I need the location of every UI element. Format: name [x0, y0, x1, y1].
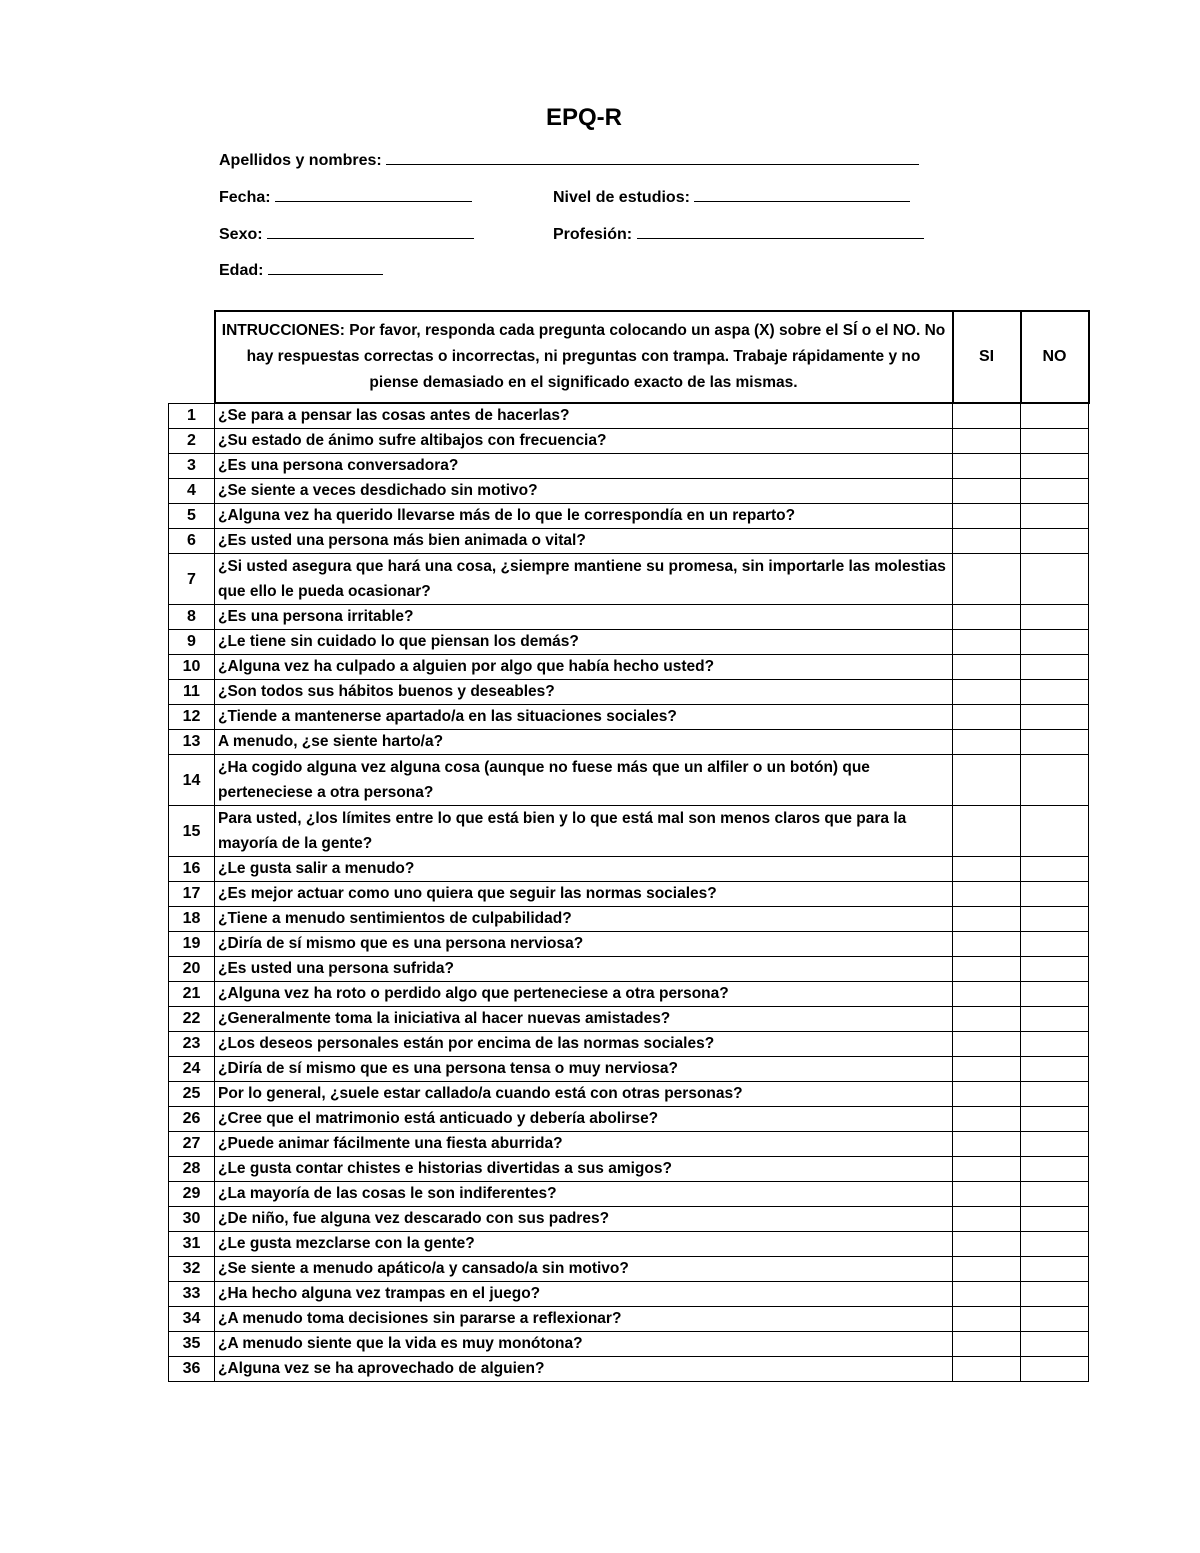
question-number: 1 [169, 403, 215, 429]
no-answer-cell[interactable] [1021, 605, 1089, 630]
question-number: 27 [169, 1132, 215, 1157]
yes-answer-cell[interactable] [953, 655, 1021, 680]
no-answer-cell[interactable] [1021, 1232, 1089, 1257]
question-text: ¿Se siente a veces desdichado sin motivo? [215, 479, 953, 504]
question-text: ¿Diría de sí mismo que es una persona tensa o muy nerviosa? [215, 1057, 953, 1082]
question-number: 14 [169, 755, 215, 806]
date-field[interactable] [219, 187, 472, 207]
question-text: ¿De niño, fue alguna vez descarado con sus padres? [215, 1207, 953, 1232]
yes-answer-cell[interactable] [953, 680, 1021, 705]
yes-answer-cell[interactable] [953, 705, 1021, 730]
yes-answer-cell[interactable] [953, 554, 1021, 605]
name-field[interactable] [219, 150, 919, 170]
question-text: ¿Se para a pensar las cosas antes de hacerlas? [215, 403, 953, 429]
question-text: ¿Tiende a mantenerse apartado/a en las situaciones sociales? [215, 705, 953, 730]
question-number: 33 [169, 1282, 215, 1307]
question-text: ¿Generalmente toma la iniciativa al hacer nuevas amistades? [215, 1007, 953, 1032]
question-row [169, 957, 1089, 982]
no-answer-cell[interactable] [1021, 554, 1089, 605]
question-row [169, 1282, 1089, 1307]
education-field[interactable] [553, 187, 910, 207]
yes-answer-cell[interactable] [953, 806, 1021, 857]
yes-answer-cell[interactable] [953, 932, 1021, 957]
question-number: 36 [169, 1357, 215, 1382]
yes-answer-cell[interactable] [953, 882, 1021, 907]
sex-label: Sexo: [219, 226, 263, 243]
yes-header: SI [953, 311, 1021, 403]
no-answer-cell[interactable] [1021, 755, 1089, 806]
no-answer-cell[interactable] [1021, 982, 1089, 1007]
question-text: ¿Es una persona conversadora? [215, 454, 953, 479]
question-row [169, 1007, 1089, 1032]
no-answer-cell[interactable] [1021, 1182, 1089, 1207]
question-number: 29 [169, 1182, 215, 1207]
question-number: 2 [169, 429, 215, 454]
yes-answer-cell[interactable] [953, 454, 1021, 479]
no-answer-cell[interactable] [1021, 705, 1089, 730]
question-row [169, 907, 1089, 932]
no-answer-cell[interactable] [1021, 857, 1089, 882]
yes-answer-cell[interactable] [953, 1082, 1021, 1107]
no-answer-cell[interactable] [1021, 1132, 1089, 1157]
question-row [169, 1157, 1089, 1182]
question-number: 18 [169, 907, 215, 932]
no-answer-cell[interactable] [1021, 504, 1089, 529]
yes-answer-cell[interactable] [953, 504, 1021, 529]
profession-label: Profesión: [553, 226, 633, 243]
question-text: ¿Le tiene sin cuidado lo que piensan los demás? [215, 630, 953, 655]
question-row [169, 504, 1089, 529]
yes-answer-cell[interactable] [953, 1057, 1021, 1082]
question-number: 31 [169, 1232, 215, 1257]
question-row [169, 1332, 1089, 1357]
yes-answer-cell[interactable] [953, 429, 1021, 454]
yes-answer-cell[interactable] [953, 1157, 1021, 1182]
question-number: 34 [169, 1307, 215, 1332]
education-blank[interactable] [694, 187, 910, 202]
no-answer-cell[interactable] [1021, 1007, 1089, 1032]
no-answer-cell[interactable] [1021, 1207, 1089, 1232]
question-text: ¿Diría de sí mismo que es una persona nerviosa? [215, 932, 953, 957]
question-number: 35 [169, 1332, 215, 1357]
question-number: 13 [169, 730, 215, 755]
yes-answer-cell[interactable] [953, 605, 1021, 630]
question-row [169, 1057, 1089, 1082]
question-number: 23 [169, 1032, 215, 1057]
question-text: ¿Le gusta contar chistes e historias divertidas a sus amigos? [215, 1157, 953, 1182]
question-row [169, 1107, 1089, 1132]
question-text: ¿A menudo toma decisiones sin pararse a reflexionar? [215, 1307, 953, 1332]
question-number: 6 [169, 529, 215, 554]
question-text: Por lo general, ¿suele estar callado/a cuando está con otras personas? [215, 1082, 953, 1107]
no-answer-cell[interactable] [1021, 1257, 1089, 1282]
question-row [169, 1257, 1089, 1282]
question-text: ¿Es usted una persona sufrida? [215, 957, 953, 982]
yes-answer-cell[interactable] [953, 957, 1021, 982]
question-row [169, 982, 1089, 1007]
yes-answer-cell[interactable] [953, 857, 1021, 882]
question-text: ¿Le gusta salir a menudo? [215, 857, 953, 882]
yes-answer-cell[interactable] [953, 1032, 1021, 1057]
yes-answer-cell[interactable] [953, 1132, 1021, 1157]
question-number: 30 [169, 1207, 215, 1232]
no-answer-cell[interactable] [1021, 730, 1089, 755]
yes-answer-cell[interactable] [953, 1307, 1021, 1332]
question-row [169, 730, 1089, 755]
question-number: 15 [169, 806, 215, 857]
question-row [169, 454, 1089, 479]
instructions: INTRUCCIONES: Por favor, responda cada pregunta colocando un aspa (X) sobre el SÍ o el NO. No hay respuestas correctas o incorrectas, ni preguntas con trampa. Trabaje rápidamente y no piense demasiado en el significado exacto de las mismas. [215, 311, 953, 403]
question-number: 19 [169, 932, 215, 957]
no-answer-cell[interactable] [1021, 1357, 1089, 1382]
question-row [169, 1132, 1089, 1157]
question-row [169, 605, 1089, 630]
name-label: Apellidos y nombres: [219, 152, 382, 169]
yes-answer-cell[interactable] [953, 1357, 1021, 1382]
question-text: A menudo, ¿se siente harto/a? [215, 730, 953, 755]
question-row [169, 755, 1089, 806]
question-text: ¿Los deseos personales están por encima de las normas sociales? [215, 1032, 953, 1057]
question-row [169, 403, 1089, 429]
question-text: Para usted, ¿los límites entre lo que está bien y lo que está mal son menos claros que para la mayoría de la gente? [215, 806, 953, 857]
question-number: 11 [169, 680, 215, 705]
question-text: ¿Cree que el matrimonio está anticuado y debería abolirse? [215, 1107, 953, 1132]
yes-answer-cell[interactable] [953, 1207, 1021, 1232]
question-row [169, 479, 1089, 504]
question-text: ¿Alguna vez ha querido llevarse más de lo que le correspondía en un reparto? [215, 504, 953, 529]
page-title: EPQ-R [545, 104, 622, 131]
education-label: Nivel de estudios: [553, 189, 690, 206]
no-answer-cell[interactable] [1021, 1107, 1089, 1132]
question-text: ¿Puede animar fácilmente una fiesta aburrida? [215, 1132, 953, 1157]
yes-answer-cell[interactable] [953, 1007, 1021, 1032]
yes-answer-cell[interactable] [953, 1182, 1021, 1207]
question-row [169, 857, 1089, 882]
question-row [169, 680, 1089, 705]
question-number: 4 [169, 479, 215, 504]
yes-answer-cell[interactable] [953, 479, 1021, 504]
age-label: Edad: [219, 262, 264, 279]
question-text: ¿Es una persona irritable? [215, 605, 953, 630]
question-row [169, 655, 1089, 680]
yes-answer-cell[interactable] [953, 730, 1021, 755]
yes-answer-cell[interactable] [953, 907, 1021, 932]
yes-answer-cell[interactable] [953, 1332, 1021, 1357]
yes-answer-cell[interactable] [953, 982, 1021, 1007]
no-answer-cell[interactable] [1021, 1057, 1089, 1082]
question-number: 26 [169, 1107, 215, 1132]
question-number: 25 [169, 1082, 215, 1107]
question-number: 20 [169, 957, 215, 982]
no-answer-cell[interactable] [1021, 957, 1089, 982]
profession-blank[interactable] [637, 224, 924, 239]
age-field[interactable] [219, 260, 383, 280]
question-row [169, 882, 1089, 907]
no-answer-cell[interactable] [1021, 429, 1089, 454]
profession-field[interactable] [553, 224, 924, 244]
no-answer-cell[interactable] [1021, 1307, 1089, 1332]
question-text: ¿Si usted asegura que hará una cosa, ¿siempre mantiene su promesa, sin importarle las molestias que ello le pueda ocasionar? [215, 554, 953, 605]
question-text: ¿Ha cogido alguna vez alguna cosa (aunque no fuese más que un alfiler o un botón) que perteneciese a otra persona? [215, 755, 953, 806]
question-row [169, 1182, 1089, 1207]
question-number: 7 [169, 554, 215, 605]
question-row [169, 630, 1089, 655]
yes-answer-cell[interactable] [953, 630, 1021, 655]
question-number: 12 [169, 705, 215, 730]
no-answer-cell[interactable] [1021, 454, 1089, 479]
no-answer-cell[interactable] [1021, 680, 1089, 705]
age-blank[interactable] [268, 260, 383, 275]
no-answer-cell[interactable] [1021, 806, 1089, 857]
question-number: 28 [169, 1157, 215, 1182]
no-answer-cell[interactable] [1021, 1282, 1089, 1307]
no-answer-cell[interactable] [1021, 1157, 1089, 1182]
no-answer-cell[interactable] [1021, 882, 1089, 907]
question-number: 22 [169, 1007, 215, 1032]
question-number: 16 [169, 857, 215, 882]
question-row [169, 806, 1089, 857]
question-text: ¿Le gusta mezclarse con la gente? [215, 1232, 953, 1257]
question-row [169, 705, 1089, 730]
question-number: 17 [169, 882, 215, 907]
date-label: Fecha: [219, 189, 271, 206]
date-blank[interactable] [275, 187, 472, 202]
question-number: 5 [169, 504, 215, 529]
question-row [169, 1357, 1089, 1382]
name-blank[interactable] [386, 150, 919, 165]
question-number: 9 [169, 630, 215, 655]
no-answer-cell[interactable] [1021, 1082, 1089, 1107]
question-row [169, 1232, 1089, 1257]
no-header: NO [1021, 311, 1089, 403]
question-text: ¿Alguna vez se ha aprovechado de alguien? [215, 1357, 953, 1382]
yes-answer-cell[interactable] [953, 1282, 1021, 1307]
yes-answer-cell[interactable] [953, 755, 1021, 806]
no-answer-cell[interactable] [1021, 1032, 1089, 1057]
header-row [169, 311, 1089, 403]
no-answer-cell[interactable] [1021, 655, 1089, 680]
question-row [169, 932, 1089, 957]
question-row [169, 529, 1089, 554]
question-row [169, 1307, 1089, 1332]
yes-answer-cell[interactable] [953, 403, 1021, 429]
question-text: ¿Ha hecho alguna vez trampas en el juego? [215, 1282, 953, 1307]
question-text: ¿Se siente a menudo apático/a y cansado/a sin motivo? [215, 1257, 953, 1282]
question-row [169, 1207, 1089, 1232]
question-text: ¿A menudo siente que la vida es muy monótona? [215, 1332, 953, 1357]
questionnaire-table [168, 310, 1090, 1382]
question-text: ¿Tiene a menudo sentimientos de culpabilidad? [215, 907, 953, 932]
question-text: ¿La mayoría de las cosas le son indiferentes? [215, 1182, 953, 1207]
question-row [169, 1082, 1089, 1107]
no-answer-cell[interactable] [1021, 403, 1089, 429]
question-text: ¿Alguna vez ha roto o perdido algo que perteneciese a otra persona? [215, 982, 953, 1007]
question-row [169, 554, 1089, 605]
question-text: ¿Es mejor actuar como uno quiera que seguir las normas sociales? [215, 882, 953, 907]
yes-answer-cell[interactable] [953, 529, 1021, 554]
no-answer-cell[interactable] [1021, 907, 1089, 932]
question-row [169, 1032, 1089, 1057]
no-answer-cell[interactable] [1021, 932, 1089, 957]
question-row [169, 429, 1089, 454]
question-number: 21 [169, 982, 215, 1007]
no-answer-cell[interactable] [1021, 529, 1089, 554]
question-number: 10 [169, 655, 215, 680]
sex-blank[interactable] [267, 224, 474, 239]
question-text: ¿Alguna vez ha culpado a alguien por algo que había hecho usted? [215, 655, 953, 680]
question-text: ¿Es usted una persona más bien animada o vital? [215, 529, 953, 554]
header-blank-cell [169, 311, 215, 403]
question-number: 24 [169, 1057, 215, 1082]
yes-answer-cell[interactable] [953, 1232, 1021, 1257]
no-answer-cell[interactable] [1021, 479, 1089, 504]
question-number: 8 [169, 605, 215, 630]
question-number: 32 [169, 1257, 215, 1282]
no-answer-cell[interactable] [1021, 1332, 1089, 1357]
sex-field[interactable] [219, 224, 474, 244]
question-text: ¿Su estado de ánimo sufre altibajos con frecuencia? [215, 429, 953, 454]
question-text: ¿Son todos sus hábitos buenos y deseables? [215, 680, 953, 705]
no-answer-cell[interactable] [1021, 630, 1089, 655]
yes-answer-cell[interactable] [953, 1107, 1021, 1132]
question-number: 3 [169, 454, 215, 479]
yes-answer-cell[interactable] [953, 1257, 1021, 1282]
